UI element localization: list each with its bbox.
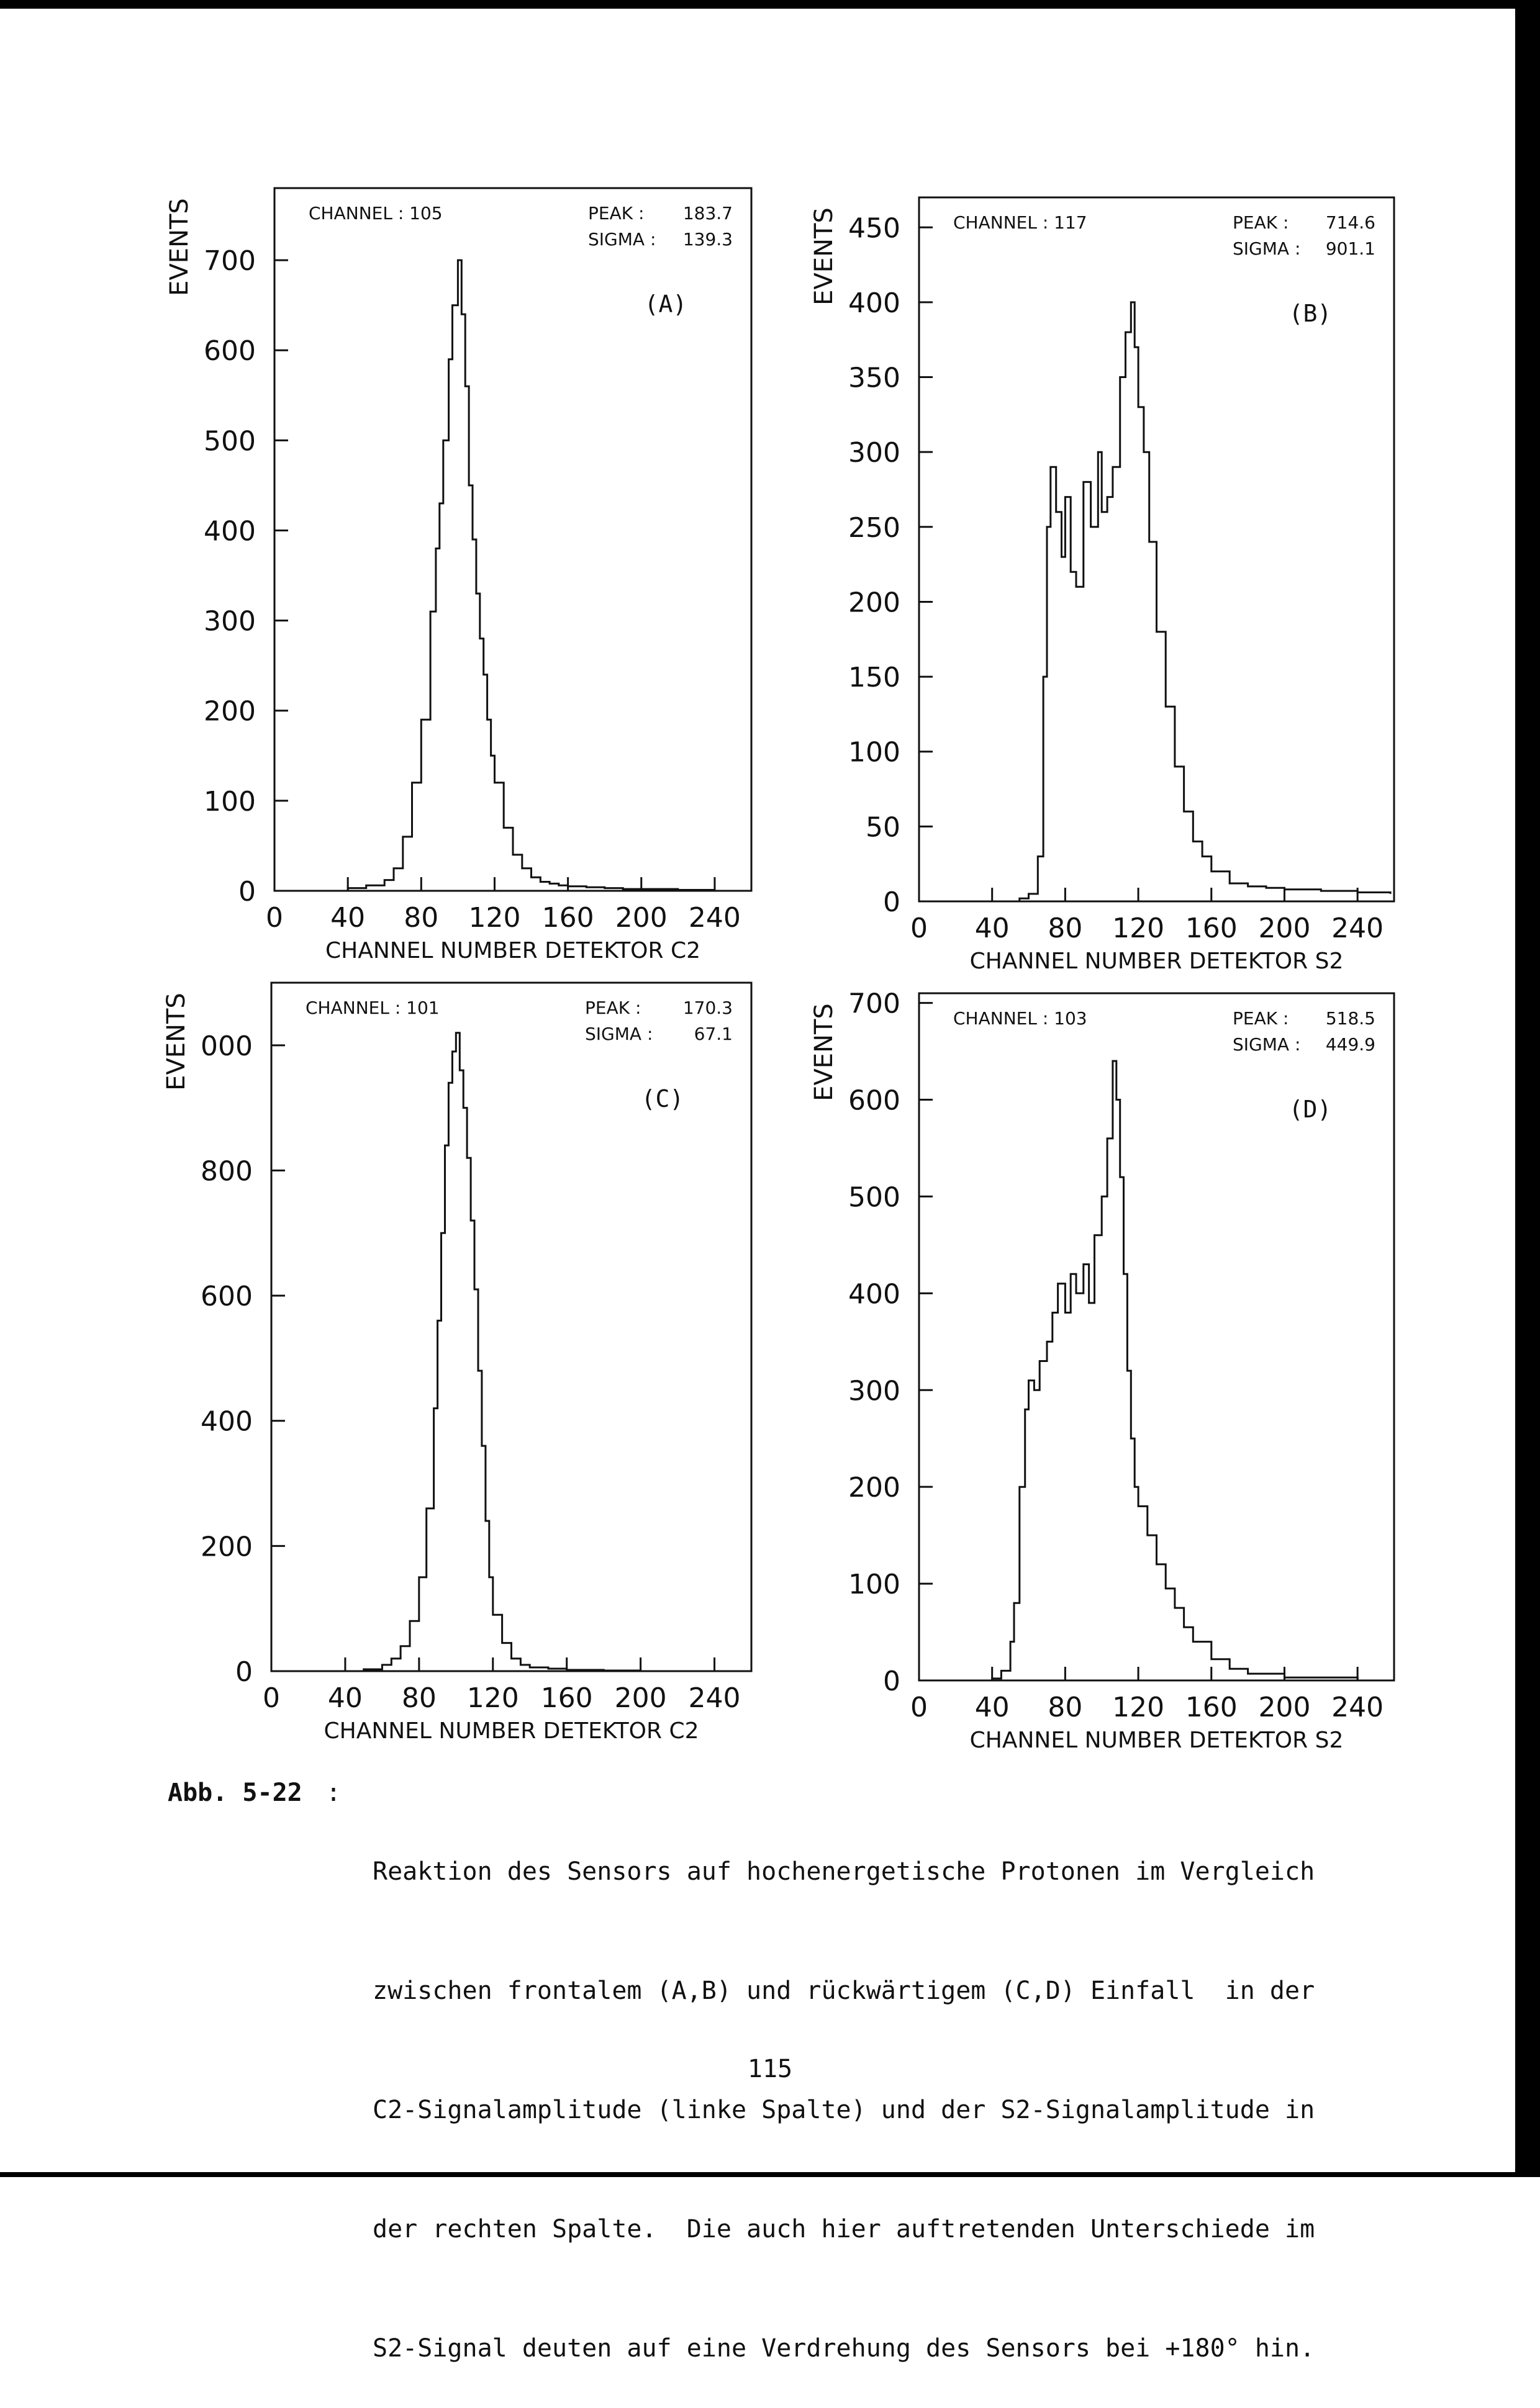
y-axis-title: EVENTS [165, 198, 194, 296]
stat-sigma-value: 449.9 [1325, 1034, 1375, 1055]
x-tick-label: 240 [688, 1682, 741, 1714]
x-tick-label: 80 [1048, 1692, 1083, 1723]
x-tick-label: 0 [266, 902, 283, 934]
x-tick-label: 80 [401, 1682, 437, 1714]
caption-line-4: der rechten Spalte. Die auch hier auftretenden Unterschiede im [373, 2215, 1315, 2243]
x-axis-title: CHANNEL NUMBER DETEKTOR S2 [969, 1728, 1344, 1753]
histogram-panel-b [810, 197, 1394, 974]
stat-peak-value: 714.6 [1325, 212, 1375, 233]
y-tick-label: 100 [848, 736, 900, 769]
caption-line-1: Reaktion des Sensors auf hochenergetische Protonen im Vergleich [373, 1857, 1315, 1886]
stat-sigma-value: 901.1 [1325, 238, 1375, 259]
y-axis-title: EVENTS [162, 993, 191, 1091]
stat-channel: CHANNEL : 101 [306, 998, 440, 1018]
y-tick-label: 400 [848, 287, 900, 319]
y-tick-label: 200 [201, 1531, 253, 1563]
y-tick-label: 450 [848, 212, 900, 245]
histogram-series [345, 1033, 715, 1671]
x-tick-label: 40 [974, 913, 1010, 944]
y-tick-label: 200 [204, 695, 256, 728]
x-tick-label: 160 [1185, 913, 1238, 944]
caption-label: Abb. 5-22 [168, 1779, 302, 1807]
y-tick-label: 500 [204, 425, 256, 458]
y-tick-label: 600 [848, 1085, 900, 1117]
stat-peak-label: PEAK : [585, 998, 641, 1018]
histogram-series [1020, 302, 1390, 901]
x-tick-label: 160 [541, 902, 594, 934]
y-tick-label: 0 [235, 1656, 253, 1688]
y-tick-label: 0 [238, 876, 256, 908]
y-axis-title: EVENTS [810, 1003, 838, 1101]
y-tick-label: 600 [201, 1281, 253, 1313]
histogram-panel-c [162, 983, 751, 1744]
x-axis-title: CHANNEL NUMBER DETEKTOR C2 [325, 938, 701, 963]
y-axis-title: EVENTS [810, 207, 838, 305]
y-tick-label: 000 [201, 1030, 253, 1062]
x-axis-title: CHANNEL NUMBER DETEKTOR S2 [969, 949, 1344, 974]
y-tick-label: 200 [848, 1472, 900, 1504]
y-tick-label: 100 [848, 1569, 900, 1601]
stat-channel: CHANNEL : 105 [309, 203, 443, 223]
y-tick-label: 0 [883, 886, 900, 918]
stat-peak-label: PEAK : [588, 203, 645, 223]
x-tick-label: 0 [263, 1682, 280, 1714]
caption-separator: : [326, 1779, 342, 1807]
x-tick-label: 0 [910, 1692, 928, 1723]
x-tick-label: 120 [1112, 1692, 1165, 1723]
caption-text [373, 1772, 1366, 2408]
y-tick-label: 700 [848, 988, 900, 1020]
y-tick-label: 400 [204, 515, 256, 548]
panel-label: (A) [644, 291, 687, 318]
caption-line-3: C2-Signalamplitude (linke Spalte) und der S2-Signalamplitude in [373, 2096, 1315, 2124]
x-tick-label: 240 [1331, 913, 1384, 944]
x-tick-label: 40 [330, 902, 366, 934]
y-tick-label: 400 [848, 1278, 900, 1310]
stat-sigma-label: SIGMA : [1233, 238, 1301, 259]
y-tick-label: 600 [204, 335, 256, 368]
x-tick-label: 0 [910, 913, 928, 944]
x-axis-title: CHANNEL NUMBER DETEKTOR C2 [324, 1718, 699, 1744]
caption-line-5: S2-Signal deuten auf eine Verdrehung des Sensors bei +180° hin. [373, 2334, 1315, 2363]
y-tick-label: 350 [848, 362, 900, 394]
y-tick-label: 700 [204, 245, 256, 277]
y-tick-label: 800 [201, 1155, 253, 1188]
stat-peak-value: 170.3 [682, 998, 733, 1018]
x-tick-label: 120 [1112, 913, 1165, 944]
x-tick-label: 200 [615, 902, 668, 934]
x-tick-label: 200 [614, 1682, 667, 1714]
y-tick-label: 50 [866, 811, 900, 844]
x-tick-label: 80 [1048, 913, 1083, 944]
stat-sigma-label: SIGMA : [1233, 1034, 1301, 1055]
histogram-panel-d [810, 988, 1394, 1753]
y-tick-label: 300 [848, 437, 900, 469]
histogram-series [348, 260, 715, 891]
y-tick-label: 400 [201, 1405, 253, 1438]
y-tick-label: 250 [848, 512, 900, 544]
y-tick-label: 300 [204, 605, 256, 638]
panel-label: (D) [1289, 1096, 1332, 1123]
x-tick-label: 160 [540, 1682, 593, 1714]
stat-sigma-label: SIGMA : [588, 229, 656, 250]
stat-sigma-label: SIGMA : [585, 1024, 653, 1044]
histogram-panel-a [165, 188, 751, 963]
panel-label: (B) [1289, 300, 1332, 327]
x-tick-label: 40 [327, 1682, 363, 1714]
x-tick-label: 240 [688, 902, 741, 934]
x-tick-label: 80 [404, 902, 439, 934]
y-tick-label: 0 [883, 1666, 900, 1697]
x-tick-label: 40 [974, 1692, 1010, 1723]
stat-sigma-value: 139.3 [682, 229, 733, 250]
stat-sigma-value: 67.1 [694, 1024, 733, 1044]
stat-peak-label: PEAK : [1233, 1008, 1289, 1029]
caption-line-2: zwischen frontalem (A,B) und rückwärtigem (C,D) Einfall in der [373, 1977, 1315, 2005]
stat-channel: CHANNEL : 117 [953, 212, 1087, 233]
x-tick-label: 200 [1258, 913, 1311, 944]
x-tick-label: 200 [1258, 1692, 1311, 1723]
y-tick-label: 100 [204, 785, 256, 818]
stat-peak-label: PEAK : [1233, 212, 1289, 233]
histogram-series [992, 1061, 1358, 1680]
x-tick-label: 160 [1185, 1692, 1238, 1723]
x-tick-label: 120 [466, 1682, 519, 1714]
y-tick-label: 150 [848, 662, 900, 694]
panel-label: (C) [641, 1085, 684, 1112]
stat-channel: CHANNEL : 103 [953, 1008, 1087, 1029]
y-tick-label: 500 [848, 1181, 900, 1214]
x-tick-label: 120 [468, 902, 521, 934]
stat-peak-value: 518.5 [1325, 1008, 1375, 1029]
y-tick-label: 300 [848, 1375, 900, 1407]
x-tick-label: 240 [1331, 1692, 1384, 1723]
stat-peak-value: 183.7 [682, 203, 733, 223]
page-number: 115 [747, 2055, 793, 2083]
y-tick-label: 200 [848, 587, 900, 619]
